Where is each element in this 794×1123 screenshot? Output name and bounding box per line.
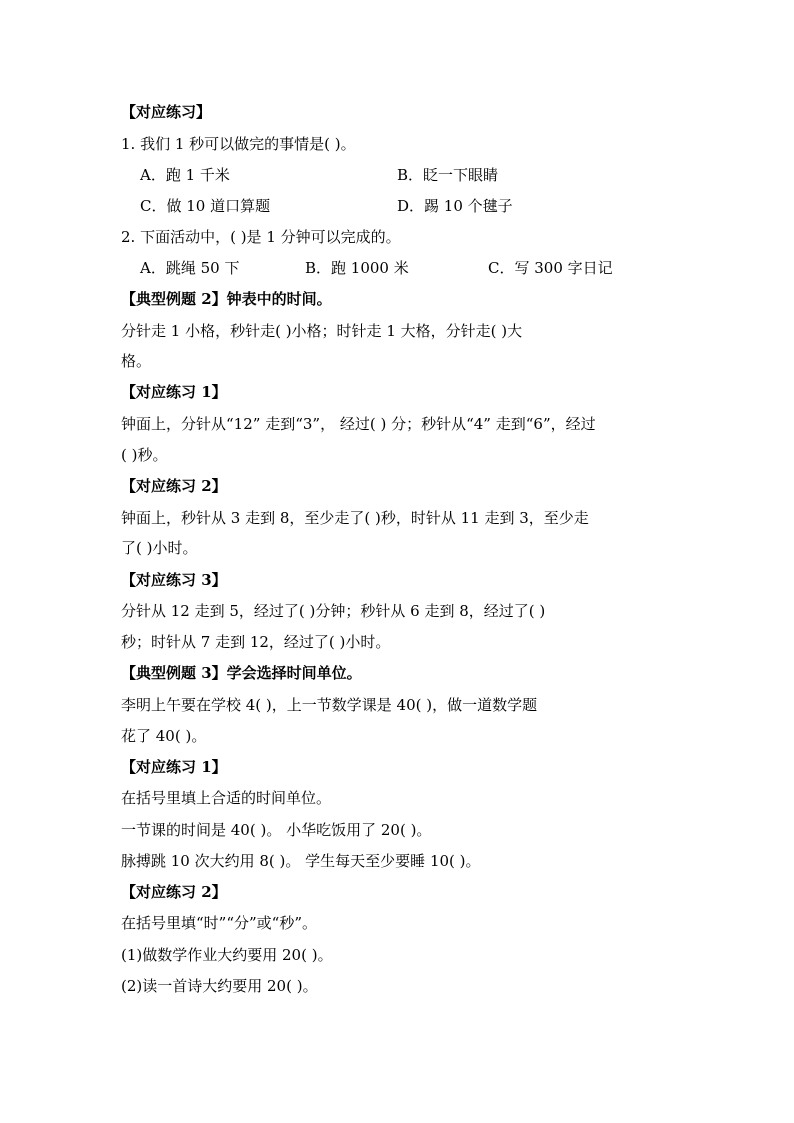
practice-5-item-2: (2)读一首诗大约要用 20( )。 xyxy=(121,977,318,995)
example-3-line-2: 花了 40( )。 xyxy=(121,727,207,745)
practice-5-instruction: 在括号里填“时”“分”或“秒”。 xyxy=(121,914,318,932)
example-3-line-1: 李明上午要在学校 4( )，上一节数学课是 40( )，做一道数学题 xyxy=(121,696,538,714)
practice-3-line-2: 秒；时针从 7 走到 12，经过了( )小时。 xyxy=(121,633,391,651)
question-2: 2. 下面活动中，( )是 1 分钟可以完成的。 xyxy=(121,228,401,246)
q1-option-d: D．踢 10 个毽子 xyxy=(397,197,513,215)
section-heading: 【典型例题 2】钟表中的时间。 xyxy=(121,290,332,308)
section-heading: 【对应练习 3】 xyxy=(121,571,227,589)
section-heading: 【对应练习 1】 xyxy=(121,758,227,776)
practice-5-item-1: (1)做数学作业大约要用 20( )。 xyxy=(121,946,333,964)
section-heading: 【对应练习 2】 xyxy=(121,883,227,901)
practice-2-line-1: 钟面上，秒针从 3 走到 8，至少走了( )秒，时针从 11 走到 3，至少走 xyxy=(121,509,589,527)
q2-option-b: B．跑 1000 米 xyxy=(305,259,409,277)
q1-option-b: B．眨一下眼睛 xyxy=(397,166,499,184)
section-heading: 【典型例题 3】学会选择时间单位。 xyxy=(121,664,362,682)
practice-4-line-2: 脉搏跳 10 次大约用 8( )。 学生每天至少要睡 10( )。 xyxy=(121,852,481,870)
q1-option-a: A．跑 1 千米 xyxy=(140,166,230,184)
section-heading: 【对应练习 1】 xyxy=(121,383,227,401)
practice-1-line-1: 钟面上，分针从“12” 走到“3”， 经过( ) 分；秒针从“4” 走到“6”，经过 xyxy=(121,415,596,433)
practice-1-line-2: ( )秒。 xyxy=(121,446,168,464)
q2-option-c: C．写 300 字日记 xyxy=(488,259,613,277)
q1-option-c: C．做 10 道口算题 xyxy=(140,197,271,215)
example-2-line-1: 分针走 1 小格，秒针走( )小格；时针走 1 大格，分针走( )大 xyxy=(121,322,523,340)
section-heading: 【对应练习 2】 xyxy=(121,477,227,495)
practice-2-line-2: 了( )小时。 xyxy=(121,539,198,557)
question-1: 1. 我们 1 秒可以做完的事情是( )。 xyxy=(121,135,356,153)
practice-4-line-1: 一节课的时间是 40( )。 小华吃饭用了 20( )。 xyxy=(121,821,432,839)
q2-option-a: A．跳绳 50 下 xyxy=(140,259,240,277)
example-2-line-2: 格。 xyxy=(121,352,152,370)
section-heading: 【对应练习】 xyxy=(121,103,212,121)
practice-4-instruction: 在括号里填上合适的时间单位。 xyxy=(121,789,332,807)
practice-3-line-1: 分针从 12 走到 5，经过了( )分钟；秒针从 6 走到 8，经过了( ) xyxy=(121,602,546,620)
